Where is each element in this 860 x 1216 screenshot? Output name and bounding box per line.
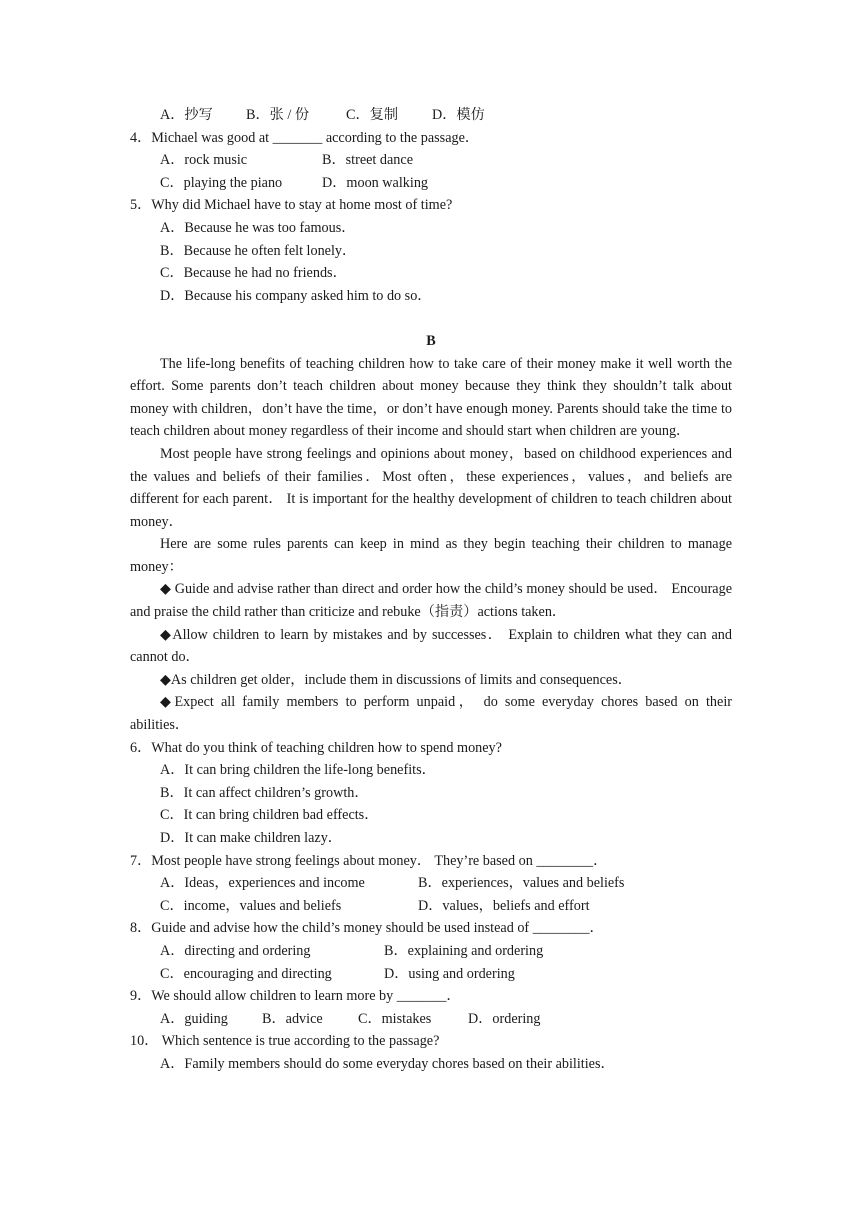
q3-option-d: D．模仿 [432,107,485,123]
q9-option-d: D．ordering [468,1010,541,1027]
q8-options-row2 [130,963,732,986]
q7-option-a: A．Ideas，experiences and income [160,875,365,892]
q4-option-d: D．moon walking [322,174,429,191]
passage-bullet-1: ◆ Guide and advise rather than direct and order how the child’s money should be used． Encourage and praise the child rather than criticize and rebuke（指责）actions taken． [130,581,732,621]
q3-option-b: B．张 / 份 [246,107,310,123]
q7-stem: 7．Most people have strong feelings about money． They’re based on ________． [130,852,608,869]
q4-option-a: A．rock music [160,152,248,169]
q9-option-c: C．mistakes [358,1010,432,1027]
q4-options-row2 [130,172,732,195]
q7-options-row1 [130,872,732,895]
q9-stem: 9．We should allow children to learn more by _______． [130,988,461,1005]
q4-option-c: C．playing the piano [160,174,283,191]
q7-option-b: B．experiences，values and beliefs [418,875,625,892]
q8-options-row1 [130,940,732,963]
q5-option-a: A．Because he was too famous． [160,219,356,236]
q6-option-c: C．It can bring children bad effects． [160,807,379,824]
passage-paragraph-3: Here are some rules parents can keep in mind as they begin teaching their children to manage money： [130,536,732,575]
q8-stem: 8．Guide and advise how the child’s money should be used instead of ________． [130,920,604,937]
passage-bullet-2: ◆Allow children to learn by mistakes and by successes． Explain to children what they can and cannot do． [130,626,732,666]
q6-option-b: B．It can affect children’s growth． [160,784,369,801]
q8-option-c: C．encouraging and directing [160,965,332,982]
q6-option-a: A．It can bring children the life-long benefits． [160,762,436,779]
q9-options [130,1008,732,1031]
q10-option-a: A．Family members should do some everyday chores based on their abilities． [160,1055,615,1072]
q6-stem: 6．What do you think of teaching children how to spend money? [130,739,502,756]
section-heading: B [426,332,436,349]
exam-page [130,104,732,1076]
q4-option-b: B．street dance [322,152,413,169]
q4-stem: 4．Michael was good at _______ according to the passage． [130,129,480,146]
q8-option-a: A．directing and ordering [160,942,311,959]
q5-option-d: D．Because his company asked him to do so． [160,287,432,304]
q7-options-row2 [130,895,732,918]
q5-stem: 5．Why did Michael have to stay at home most of time? [130,197,453,214]
q3-options [130,104,732,127]
q7-option-d: D．values，beliefs and effort [418,897,590,914]
q9-option-b: B．advice [262,1010,323,1027]
passage-bullet-4: ◆Expect all family members to perform unpaid， do some everyday chores based on their abilities． [130,694,732,734]
passage-paragraph-2: Most people have strong feelings and opinions about money，based on childhood experiences and the values and beliefs of their families．Most often，these experiences，values，and beliefs are different for each parent． It is important for the healthy development of children to teach children about money． [130,445,732,530]
q4-options-row1 [130,149,732,172]
q10-stem: 10． Which sentence is true according to the passage? [130,1033,440,1050]
q9-option-a: A．guiding [160,1010,228,1027]
q3-option-c: C．复制 [346,107,399,123]
passage-paragraph-1: The life-long benefits of teaching children how to take care of their money make it well worth the effort. Some parents don’t teach children about money because they think they shouldn’t talk about money with children，don’t have the time，or don’t have enough money. Parents should take the time to teach children about money regardless of their income and should start when children are young． [130,355,732,440]
q8-option-b: B．explaining and ordering [384,942,544,959]
spacer [130,307,732,330]
q5-option-b: B．Because he often felt lonely． [160,242,357,259]
q8-option-d: D．using and ordering [384,965,515,982]
q5-option-c: C．Because he had no friends． [160,265,347,282]
passage-bullet-3: ◆As children get older，include them in discussions of limits and consequences． [160,671,632,688]
q3-option-a: A．抄写 [160,107,213,123]
q7-option-c: C．income，values and beliefs [160,897,342,914]
q6-option-d: D．It can make children lazy． [160,830,342,846]
